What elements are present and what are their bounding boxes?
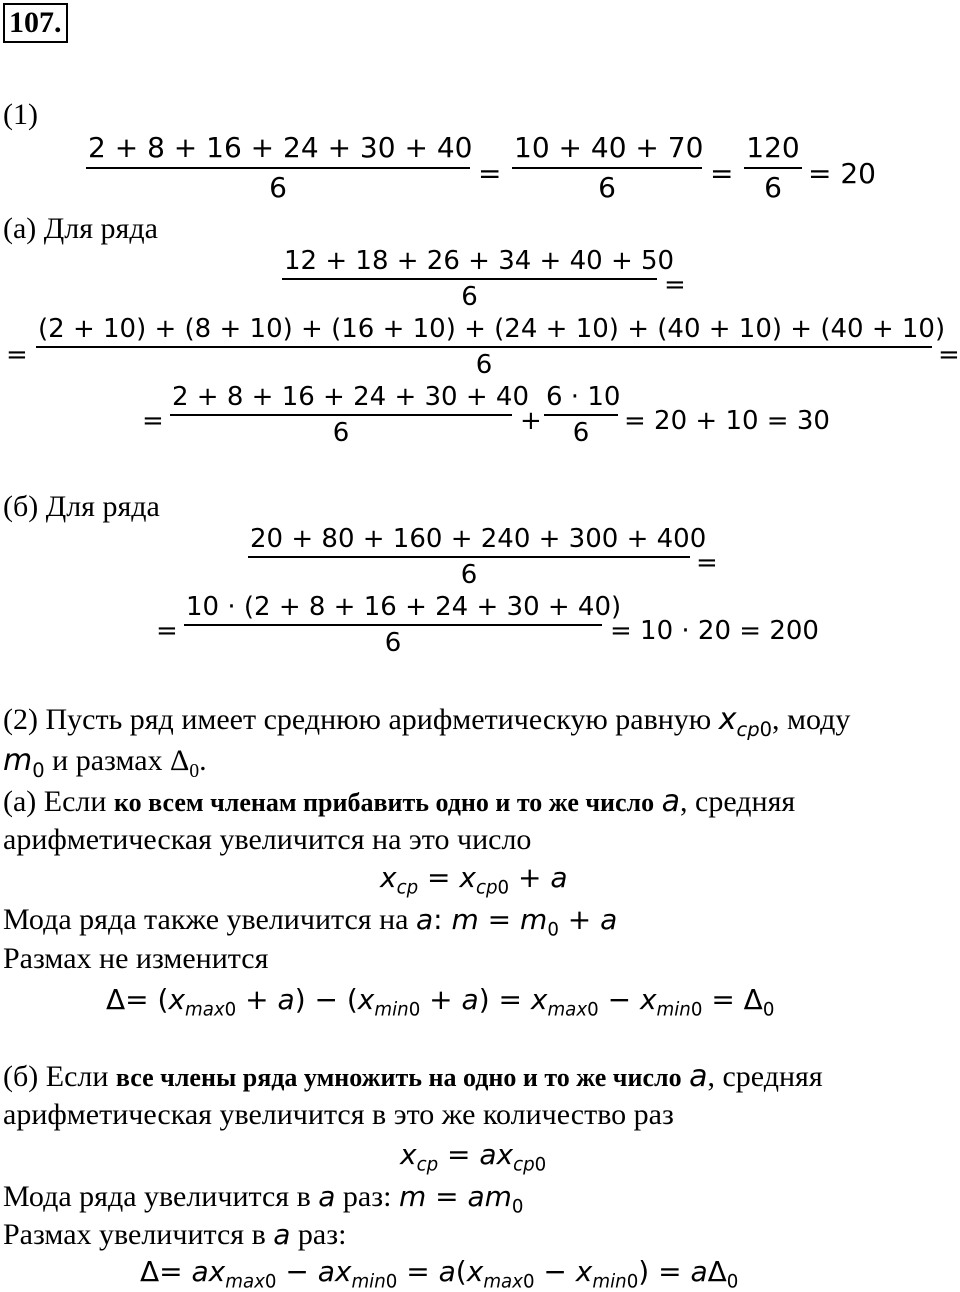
a-symbol: a [318,1180,336,1213]
part1-fraction-2 [512,132,702,204]
part2b-mode-formula: $m = am_0$ [398,1180,524,1218]
fraction-bar [170,414,512,416]
fraction-bar [36,346,932,348]
part1-f2-denominator: 6 [598,171,616,204]
plus-sign: + [520,406,542,436]
part2b-range-text: Размах увеличится в [3,1218,274,1251]
a-symbol: a [273,1218,291,1251]
part1b-f2-numerator: 10 · (2 + 8 + 16 + 24 + 30 + 40) [186,592,622,622]
a-symbol: a [661,784,681,819]
part2b-mean-formula: $x_{cp} = ax_{cp0}$ [400,1138,547,1176]
part1b-fraction-2 [184,592,622,658]
fraction-bar [86,167,470,169]
part2a-mode-formula: a: $m = m_0 + a$ [415,903,618,941]
part2a-line2: арифметическая увеличится на это число [3,823,532,856]
equals-sign: = [156,616,178,646]
part1b-result: = 10 · 20 = 200 [610,616,819,646]
part1a-fraction-1 [282,246,675,312]
part1b-f1-denominator: 6 [460,560,478,590]
part1a-fraction-4 [544,382,621,448]
part1-label: (1) [3,98,38,131]
part2b-suffix: , средняя [707,1060,823,1093]
part1b-fraction-1 [248,524,707,590]
part1-f3-numerator: 120 [746,131,800,164]
part2b-mode-text-2: раз: [335,1180,399,1213]
part1b-label: (б) Для ряда [3,490,160,523]
equals-sign: = [696,548,718,578]
part2a-mode-line [3,903,618,941]
part1a-label: (а) Для ряда [3,212,158,245]
part2a-prefix: (а) Если [3,785,114,818]
part2-intro-line2: $m_0$ и размах $\Delta_0$. [3,743,207,782]
fraction-bar [282,278,657,280]
fraction-bar [512,167,702,169]
mode0-symbol: $m_0$ [3,743,45,782]
fraction-bar [184,624,602,626]
fraction-bar [248,556,690,558]
a-symbol: a [689,1059,708,1094]
part1-f1-numerator: 2 + 8 + 16 + 24 + 30 + 40 [88,131,473,164]
part2-intro-text-2: , моду [772,703,851,736]
part2a-mean-formula: $x_{cp} = x_{cp0} + a$ [380,861,568,899]
part2b-range-line [3,1218,346,1252]
equals-sign: = [478,157,502,190]
part1b-f1-numerator: 20 + 80 + 160 + 240 + 300 + 400 [250,524,707,554]
fraction-bar [744,167,802,169]
equals-sign: = [710,157,734,190]
part1a-f4-denominator: 6 [572,418,590,448]
part2-intro-text: (2) Пусть ряд имеет среднюю арифметическую равную [3,703,719,736]
part2b-mode-line [3,1180,524,1218]
part1a-f1-denominator: 6 [461,282,478,312]
part1a-f3-denominator: 6 [332,418,350,448]
part2a-mode-text: Мода ряда также увеличится на [3,903,416,936]
part1b-f2-denominator: 6 [384,628,402,658]
part2b-range-formula: $\Delta= ax_{max0} - ax_{min0} = a(x_{max0} - x_{min0}) = a\Delta_0$ [140,1255,739,1292]
equals-sign: = [938,340,960,370]
part1-fraction-1 [86,131,473,204]
part2a-suffix: , средняя [680,785,796,818]
part1a-fraction-2 [36,314,946,380]
part1-result: = 20 [808,157,876,190]
part1-f2-numerator: 10 + 40 + 70 [514,131,704,164]
problem-number: 107. [3,3,68,43]
part2-intro-text-4: . [199,744,207,777]
part2b-bold-text: все члены ряда умножить на одно и то же число [115,1063,682,1092]
equals-sign: = [6,340,28,370]
part1a-fraction-3 [170,382,529,448]
part2b-range-text-2: раз: [290,1218,347,1251]
part1-fraction-3 [744,132,802,204]
equals-sign: = [664,270,686,300]
part2b-line2: арифметическая увеличится в это же количество раз [3,1098,674,1131]
part2b-prefix: (б) Если [3,1060,116,1093]
part2b-line1 [3,1060,823,1095]
part1a-f2-denominator: 6 [475,350,493,380]
part1-f1-denominator: 6 [269,171,287,204]
part2a-range-formula: $\Delta= (x_{max0} + a) - (x_{min0} + a) = x_{max0} - x_{min0} = \Delta_0$ [106,983,775,1021]
part2a-range-line: Размах не изменится [3,942,269,975]
part1a-f3-numerator: 2 + 8 + 16 + 24 + 30 + 40 [172,382,529,412]
part1a-f1-numerator: 12 + 18 + 26 + 34 + 40 + 50 [284,246,675,276]
part2b-mode-text: Мода ряда увеличится в [3,1180,319,1213]
fraction-bar [544,414,618,416]
part2a-bold-text: ко всем членам прибавить одно и то же число [113,788,655,817]
part1-f3-denominator: 6 [764,171,782,204]
part1a-result: = 20 + 10 = 30 [624,406,830,436]
part2-intro-text-3: и размах Δ [44,744,190,777]
part1a-f2-numerator: (2 + 10) + (8 + 10) + (16 + 10) + (24 + 10) + (40 + 10) + (40 + 10) [38,314,946,344]
mean0-symbol: $x_{cp0}$ [718,702,773,741]
part2-intro-line1 [3,702,851,741]
equals-sign: = [142,406,164,436]
part1a-f4-numerator: 6 · 10 [546,382,621,412]
part2a-line1 [3,785,795,820]
